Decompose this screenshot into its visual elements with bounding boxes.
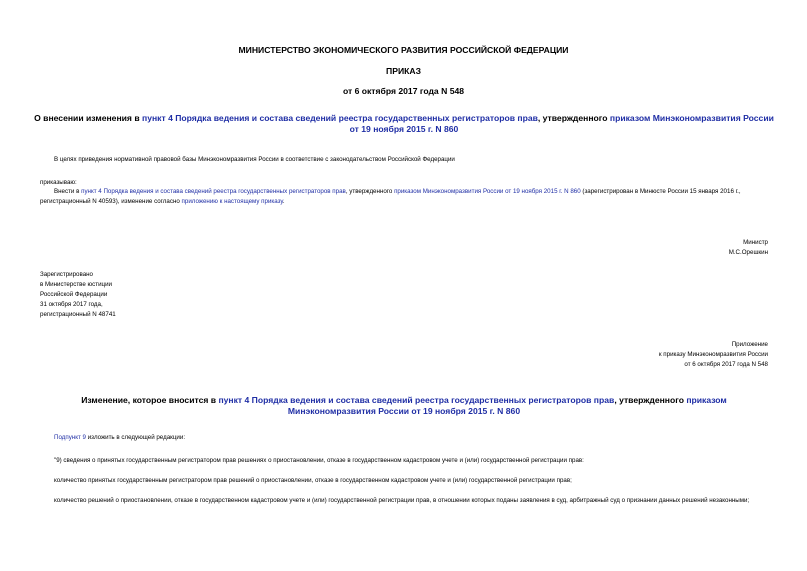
title-prefix: О внесении изменения в <box>34 113 143 123</box>
appendix-line-1: Приложение <box>731 341 768 348</box>
appendix-line-3: от 6 октября 2017 года N 548 <box>684 361 768 368</box>
registration-line-4: 31 октября 2017 года, <box>40 301 103 308</box>
p1-prefix: Внести в <box>54 188 82 195</box>
p1-link-point4[interactable]: пункт 4 Порядка ведения и состава сведений реестра государственных регистраторов прав <box>81 188 346 195</box>
change-title-mid: , утвержденного <box>614 395 687 405</box>
doc-date-number: от 6 октября 2017 года N 548 <box>342 86 465 96</box>
subpoint-9-link[interactable]: Подпункт 9 <box>54 434 86 441</box>
item-9-paragraph: "9) сведения о принятых государственным регистратором прав решениях о приостановлении, отказе в государственном кадастровом учете и (или) государственной регистрации прав: <box>54 457 584 464</box>
signature-position: Министр <box>743 239 768 246</box>
change-title <box>40 395 768 417</box>
appendix-reference <box>520 340 768 370</box>
order-title <box>30 113 778 135</box>
item-count-appealed: количество решений о приостановлении, отказе в государственном кадастровом учете и (или) государственной регистрации прав, в отношении которых поданы заявления в суд, арбитражный суд о признании данных решений незаконными; <box>54 497 750 504</box>
subpoint-instruction <box>54 433 554 443</box>
ministry-heading: МИНИСТЕРСТВО ЭКОНОМИЧЕСКОГО РАЗВИТИЯ РОССИЙСКОЙ ФЕДЕРАЦИИ <box>238 45 569 55</box>
order-word: приказываю: <box>40 179 77 186</box>
registration-line-5: регистрационный N 48741 <box>40 311 116 318</box>
registration-line-2: в Министерстве юстиции <box>40 281 113 288</box>
signature-name: М.С.Орешкин <box>728 249 768 256</box>
change-title-link-point4[interactable]: пункт 4 Порядка ведения и состава сведений реестра государственных регистраторов прав <box>218 395 615 405</box>
doc-type-heading: ПРИКАЗ <box>386 66 421 76</box>
title-mid: , утвержденного <box>537 113 610 123</box>
registration-line-1: Зарегистрировано <box>40 271 93 278</box>
registration-line-3: Российской Федерации <box>40 291 108 298</box>
change-title-prefix: Изменение, которое вносится в <box>81 395 219 405</box>
intro-paragraph: В целях приведения нормативной правовой базы Минэкономразвития России в соответствие с законодательством Российской Федерации <box>54 156 455 163</box>
p1-rest: (зарегистрирован в Минюсте России 15 января 2016 г., регистрационный N 40593), изменение согласно <box>40 188 741 205</box>
registration-block <box>40 270 280 320</box>
title-link-point4[interactable]: пункт 4 Порядка ведения и состава сведений реестра государственных регистраторов прав <box>142 113 538 123</box>
p1-mid: , утвержденного <box>345 188 395 195</box>
order-paragraph-1 <box>40 187 770 207</box>
p1-link-appendix[interactable]: приложению к настоящему приказу <box>181 198 283 205</box>
p1-end: . <box>282 198 285 205</box>
appendix-line-2: к приказу Минэкономразвития России <box>658 351 768 358</box>
p1-link-order860[interactable]: приказом Минэкономразвития России от 19 ноября 2015 г. N 860 <box>394 188 581 195</box>
title-link-order860[interactable]: приказом Минэкономразвития России от 19 ноября 2015 г. N 860 <box>349 113 774 134</box>
change-title-link-order860[interactable]: приказом Минэкономразвития России от 19 ноября 2015 г. N 860 <box>287 395 727 416</box>
item-count-decisions: количество принятых государственным регистратором прав решений о приостановлении, отказе в государственном кадастровом учете и (или) государственной регистрации прав; <box>54 477 572 484</box>
subpoint-instruction-rest: изложить в следующей редакции: <box>86 434 186 441</box>
